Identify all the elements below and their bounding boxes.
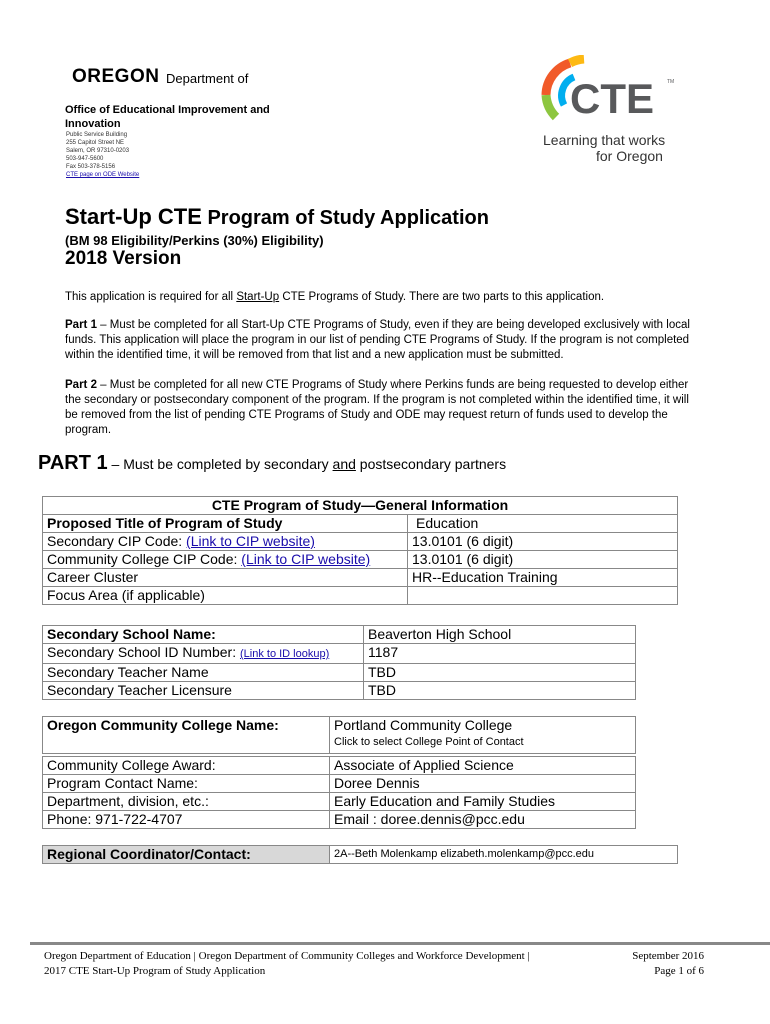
address-line: Salem, OR 97310-0203 — [66, 148, 130, 154]
cte-page-link[interactable]: CTE page on ODE Website — [66, 172, 140, 178]
school-id-value[interactable]: 1187 — [364, 644, 636, 664]
part1-big: PART 1 — [38, 452, 108, 474]
address-block — [66, 131, 139, 179]
office-name: Office of Educational Improvement and Innovation — [65, 104, 270, 130]
trademark: TM — [667, 79, 675, 85]
part2-description — [65, 378, 695, 438]
version: 2018 Version — [65, 248, 182, 269]
college-name-value[interactable]: Portland Community College — [334, 717, 513, 733]
secondary-cip-label — [43, 533, 408, 551]
college-contact-select[interactable]: Click to select College Point of Contact — [334, 736, 524, 748]
secondary-cip-text: Secondary CIP Code: — [47, 533, 187, 549]
cc-cip-value[interactable]: 13.0101 (6 digit) — [408, 551, 678, 569]
secondary-school-table — [42, 625, 636, 700]
footer-date: September 2016 — [632, 950, 704, 962]
footer-line-1: Oregon Department of Education | Oregon Department of Community Colleges and Workforce Development | — [44, 950, 530, 962]
intro-before: This application is required for all — [65, 291, 237, 303]
department-label: Department, division, etc.: — [43, 793, 330, 811]
cc-cip-text: Community College CIP Code: — [47, 551, 242, 567]
intro-after: CTE Programs of Study. There are two parts to this application. — [279, 291, 605, 303]
part1-label: Part 1 — [65, 319, 97, 331]
regional-table — [42, 845, 678, 864]
address-line: Fax 503-378-5156 — [66, 164, 116, 170]
tagline-line-2: for Oregon — [596, 148, 663, 164]
department-value[interactable]: Early Education and Family Studies — [330, 793, 636, 811]
footer-right — [594, 949, 704, 979]
address-line: 255 Capitol Street NE — [66, 140, 125, 146]
part1-heading-after: postsecondary partners — [355, 456, 507, 472]
tagline-line-1: Learning that works — [543, 132, 666, 148]
cc-cip-label — [43, 551, 408, 569]
footer — [44, 949, 704, 979]
teacher-name-label: Secondary Teacher Name — [43, 664, 364, 682]
school-name-value[interactable]: Beaverton High School — [364, 626, 636, 644]
page-number: Page 1 of 6 — [654, 965, 704, 977]
career-cluster-label: Career Cluster — [43, 569, 408, 587]
proposed-title-value[interactable] — [408, 515, 678, 533]
cip-link-secondary[interactable]: (Link to CIP website) — [186, 533, 315, 549]
part1-description — [65, 318, 695, 363]
proposed-title-text: Education — [416, 515, 479, 531]
college-name-table — [42, 716, 636, 754]
regional-label: Regional Coordinator/Contact: — [43, 846, 330, 864]
school-id-label — [43, 644, 364, 664]
title-bold: Start-Up CTE — [65, 204, 202, 229]
cte-wordmark: CTE — [570, 75, 654, 122]
teacher-name-value[interactable]: TBD — [364, 664, 636, 682]
contact-value[interactable]: Doree Dennis — [330, 775, 636, 793]
oregon-logo — [72, 66, 159, 88]
address-line: Public Service Building — [66, 132, 128, 138]
focus-area-label: Focus Area (if applicable) — [43, 587, 408, 605]
cte-tagline — [543, 132, 665, 164]
intro-underlined: Start-Up — [236, 291, 280, 303]
page-title — [65, 204, 489, 230]
footer-divider — [30, 942, 770, 945]
part2-text: – Must be completed for all new CTE Programs of Study where Perkins funds are being requested to develop either the secondary or postsecondary component of the program. If the program is not completed within the identified time, it will be removed from the list of pending CTE Programs of Study and ODE may request return of funds used to develop the program. — [65, 379, 689, 436]
cip-link-college[interactable]: (Link to CIP website) — [241, 551, 371, 567]
email-value[interactable]: Email : doree.dennis@pcc.edu — [330, 811, 636, 829]
address-line: 503-947-5600 — [66, 156, 104, 162]
career-cluster-value[interactable]: HR--Education Training — [408, 569, 678, 587]
logo-arc-green — [546, 95, 556, 117]
part1-heading — [38, 452, 506, 475]
phone-label: Phone: 971-722-4707 — [43, 811, 330, 829]
proposed-title-label: Proposed Title of Program of Study — [43, 515, 408, 533]
general-info-header: CTE Program of Study—General Information — [43, 497, 678, 515]
oregon-logo-text: OREGON — [72, 66, 160, 87]
contact-label: Program Contact Name: — [43, 775, 330, 793]
department-of: Department of — [166, 71, 249, 86]
teacher-licensure-value[interactable]: TBD — [364, 682, 636, 700]
title-rest: Program of Study Application — [201, 207, 489, 229]
general-info-table — [42, 496, 678, 605]
subtitle: (BM 98 Eligibility/Perkins (30%) Eligibility) — [65, 233, 324, 248]
part2-label: Part 2 — [65, 379, 97, 391]
footer-line-2: 2017 CTE Start-Up Program of Study Application — [44, 965, 266, 977]
focus-area-value[interactable] — [408, 587, 678, 605]
part1-heading-and: and — [332, 456, 356, 472]
part1-text: – Must be completed for all Start-Up CTE Programs of Study, even if they are being developed exclusively with local funds. This application will place the program in our list of pending CTE Programs of Study. If the program is not completed within the identified time, it will be removed from that list and a new application must be submitted. — [65, 319, 690, 361]
regional-value[interactable]: 2A--Beth Molenkamp elizabeth.molenkamp@pcc.edu — [330, 846, 678, 864]
school-id-text: Secondary School ID Number: — [47, 644, 240, 660]
school-name-label: Secondary School Name: — [43, 626, 364, 644]
intro-paragraph — [65, 290, 695, 305]
award-label: Community College Award: — [43, 757, 330, 775]
college-name-label: Oregon Community College Name: — [43, 717, 330, 754]
id-lookup-link[interactable]: (Link to ID lookup) — [239, 648, 330, 660]
part1-heading-before: – Must be completed by secondary — [107, 456, 333, 472]
teacher-licensure-label: Secondary Teacher Licensure — [43, 682, 364, 700]
logo-arc-yellow — [570, 59, 584, 63]
college-details-table — [42, 756, 636, 829]
college-name-cell — [330, 717, 636, 754]
secondary-cip-value[interactable]: 13.0101 (6 digit) — [408, 533, 678, 551]
award-value[interactable]: Associate of Applied Science — [330, 757, 636, 775]
